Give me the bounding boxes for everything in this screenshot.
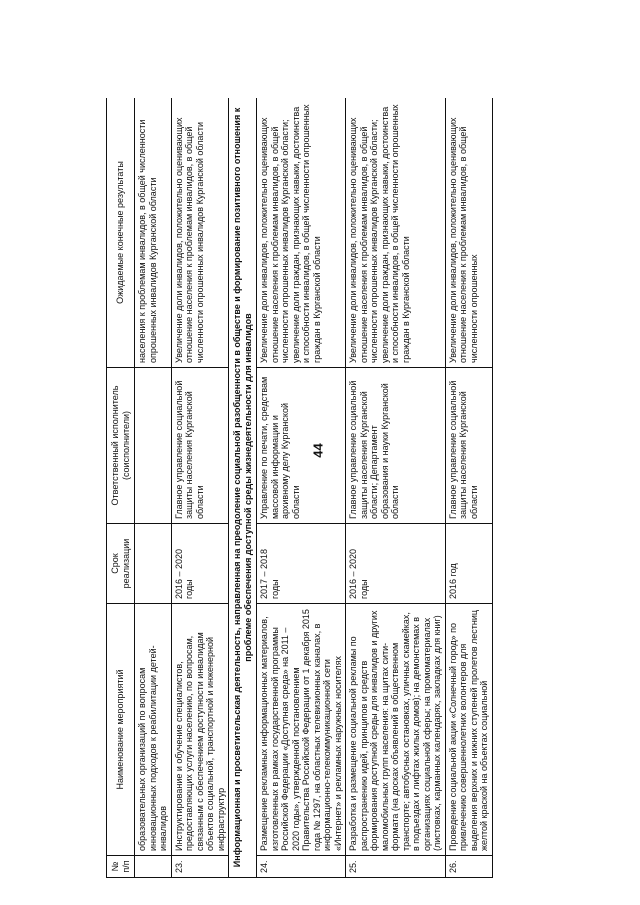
page-number: 44 bbox=[310, 443, 326, 458]
table-viewport bbox=[106, 98, 638, 878]
header-results: Ожидаемые конечные результаты bbox=[107, 98, 135, 368]
rotated-table-container bbox=[106, 98, 638, 878]
row-results: Увеличение доли инвалидов, положительно оценивающих отношение населения к проблемам инвалидов, в общей численности опрошенных инвалидов Курганской области; увеличение доли граждан, признающих навыки, достоинства и способности инвалидов, в общей численности опрошенных граждан в Курганской области bbox=[346, 98, 446, 368]
row-term: 2016 – 2020 годы bbox=[346, 524, 446, 604]
header-num: № п/п bbox=[107, 856, 135, 878]
header-name: Наименование мероприятий bbox=[107, 604, 135, 856]
row-name: Размещение рекламных информационных материалов, изготовленных в рамках государственной программы Российской Федерации «Доступная среда» на 2011 – 2020 годы», утвержденной постановлением Правительства Российской Федерации от 1 декабря 2015 года № 1297, на областных телевизионных каналах, в информационно-телекоммуникационной сети «Интернет» и рекламных наружных носителях bbox=[257, 604, 346, 856]
row-term: 2016 год bbox=[445, 524, 492, 604]
row-num: 25. bbox=[346, 856, 446, 878]
table-row bbox=[171, 98, 229, 878]
row-results: Увеличение доли инвалидов, положительно оценивающих отношение населения к проблемам инвалидов, в общей численности опрошенных bbox=[445, 98, 492, 368]
row-results: Увеличение доли инвалидов, положительно оценивающих отношение населения к проблемам инвалидов, в общей численности опрошенных инвалидов Курганской области bbox=[171, 98, 229, 368]
table-row bbox=[346, 98, 446, 878]
row-term: 2016 – 2020 годы bbox=[171, 524, 229, 604]
row-results: населения к проблемам инвалидов, в общей численности опрошенных инвалидов Курганской области bbox=[135, 98, 172, 368]
row-name: Разработка и размещение социальной рекламы по распространению идей, принципов и средств формирования доступной среды для инвалидов и других маломобильных групп населения: на щитах сити-формата (на досках объявлений в общественном транспорте; автобусных остановках, уличных скамейках, в подъездах и лифтах жилых домов); на демонстемах в организациях социальной сферы; на промоматериалах (листовках, карманных календарях, закладках для книг) bbox=[346, 604, 446, 856]
table-row bbox=[257, 98, 346, 878]
row-executor: Управление по печати, средствам массовой информации и архивному делу Курганской области bbox=[257, 368, 346, 524]
row-num bbox=[135, 856, 172, 878]
header-executor: Ответственный исполнитель (соисполнители) bbox=[107, 368, 135, 524]
row-name: образовательных организаций по вопросам инновационных подходов к реабилитации детей-инвалидов bbox=[135, 604, 172, 856]
row-num: 23. bbox=[171, 856, 229, 878]
row-term bbox=[135, 524, 172, 604]
header-term: Срок реализации bbox=[107, 524, 135, 604]
table-row bbox=[445, 98, 492, 878]
row-name: Инструктирование и обучение специалистов, предоставляющих услуги населению, по вопросам, связанным с обеспечением доступности инвалидам объектов социальной, транспортной и инженерной инфраструктур bbox=[171, 604, 229, 856]
row-results: Увеличение доли инвалидов, положительно оценивающих отношение населения к проблемам инвалидов, в общей численности опрошенных инвалидов Курганской области; увеличение доли граждан, признающих навыки, достоинства и способности инвалидов, в общей численности опрошенных граждан в Курганской области bbox=[257, 98, 346, 368]
row-executor bbox=[135, 368, 172, 524]
row-name: Проведение социальной акции «Солнечный город» по привлечению совершеннолетних волонтеров для выделения верхних и нижних ступеней пролетов лестниц желтой краской на объектах социальной bbox=[445, 604, 492, 856]
row-executor: Главное управление социальной защиты населения Курганской области bbox=[171, 368, 229, 524]
row-executor: Главное управление социальной защиты населения Курганской области bbox=[445, 368, 492, 524]
row-num: 26. bbox=[445, 856, 492, 878]
section-heading: Информационная и просветительская деятельность, направленная на преодоление социальной разобщенности в обществе и формирование позитивного отношения к проблеме обеспечения доступной среды жизнедеятельности для инвалидов bbox=[229, 98, 257, 878]
section-heading-row bbox=[229, 98, 257, 878]
table-header-row bbox=[107, 98, 135, 878]
row-num: 24. bbox=[257, 856, 346, 878]
row-executor: Главное управление социальной защиты населения Курганской области; Департамент образования и науки Курганской области bbox=[346, 368, 446, 524]
table-row bbox=[135, 98, 172, 878]
measures-table bbox=[106, 98, 493, 878]
row-term: 2017 – 2018 годы bbox=[257, 524, 346, 604]
